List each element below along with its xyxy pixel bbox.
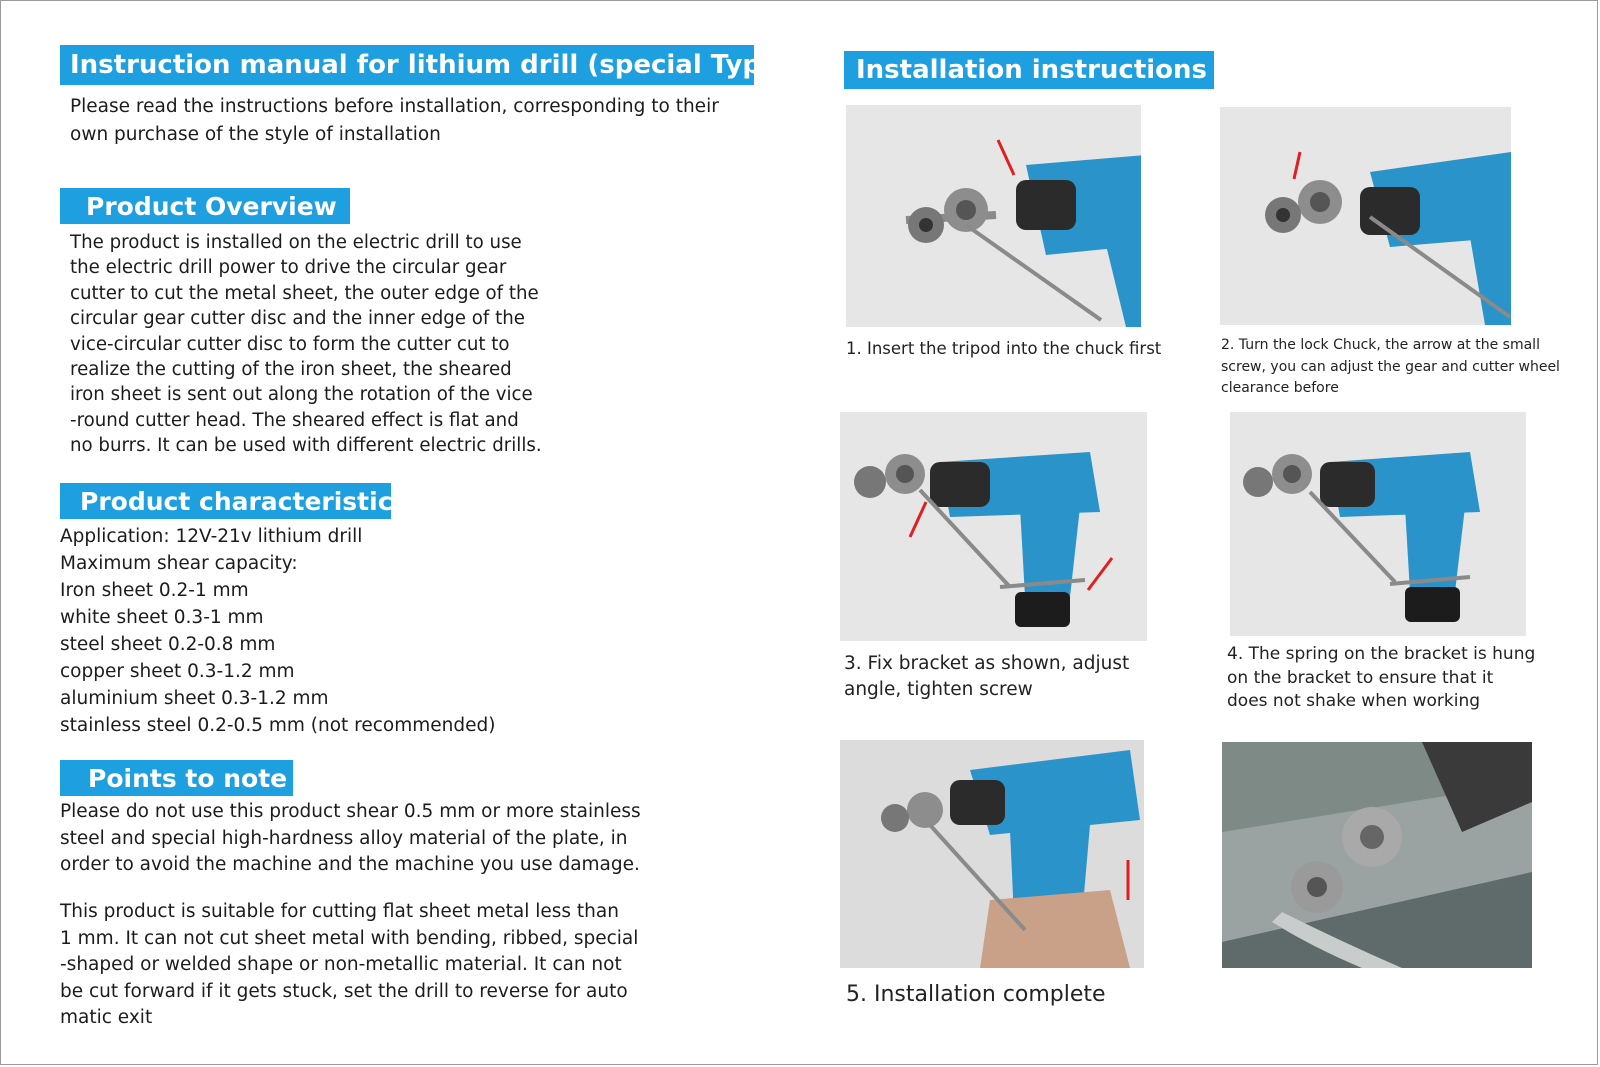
step-2-photo xyxy=(1220,107,1511,325)
installation-title: Installation instructions xyxy=(856,55,1208,85)
overview-text: The product is installed on the electric drill to use the electric drill power to drive the circular gear cutter to cut the metal sheet, the outer edge of the circular gear cutter disc and the inner edge of the vice-circular cutter disc to form the cutter cut to realize the cutting of the iron sheet, the sheared iron sheet is sent out along the rotation of the vice -round cutter head. The sheared effect is flat and no burrs. It can be used with different electric drills. xyxy=(70,232,542,457)
step-5-caption: 5. Installation complete xyxy=(846,982,1106,1007)
step-3-photo xyxy=(840,412,1147,641)
step-4-photo xyxy=(1230,412,1526,636)
step-4-caption: 4. The spring on the bracket is hung on the bracket to ensure that it does not shake when working xyxy=(1227,644,1536,711)
notes-heading: Points to note xyxy=(88,763,288,793)
notes-para-1: Please do not use this product shear 0.5 mm or more stainless steel and special high-hardness alloy material of the plate, in order to avoid the machine and the machine you use damage. xyxy=(60,801,641,875)
installation-title-banner xyxy=(844,51,1214,89)
characteristics-text: Application: 12V-21v lithium drill Maximum shear capacity: Iron sheet 0.2-1 mm white sheet 0.3-1 mm steel sheet 0.2-0.8 mm copper sheet 0.3-1.2 mm aluminium sheet 0.3-1.2 mm stainless steel 0.2-0.5 mm (not recommended) xyxy=(60,526,496,736)
notes-para-2: This product is suitable for cutting flat sheet metal less than 1 mm. It can not cut sheet metal with bending, ribbed, special -shaped or welded shape or non-metallic material. It can not be cut forward if it gets stuck, set the drill to reverse for auto matic exit xyxy=(60,901,639,1028)
overview-heading: Product Overview xyxy=(86,191,337,221)
cutting-demo-photo xyxy=(1222,742,1532,968)
manual-title-banner xyxy=(60,45,791,85)
step-3-caption: 3. Fix bracket as shown, adjust angle, tighten screw xyxy=(844,653,1130,700)
notes-heading-banner xyxy=(60,760,293,796)
characteristics-heading-banner xyxy=(60,483,408,519)
overview-heading-banner xyxy=(60,188,350,224)
step-1-photo xyxy=(846,105,1141,327)
step-2-caption: 2. Turn the lock Chuck, the arrow at the small screw, you can adjust the gear and cutter wheel clearance before xyxy=(1221,337,1560,396)
step-1-caption: 1. Insert the tripod into the chuck first xyxy=(846,339,1162,358)
step-5-photo xyxy=(840,740,1144,968)
characteristics-heading: Product characteristics xyxy=(80,486,408,516)
manual-title: Instruction manual for lithium drill (special Type) xyxy=(70,50,791,80)
intro-text: Please read the instructions before installation, corresponding to their own purchase of the style of installation xyxy=(70,96,719,145)
